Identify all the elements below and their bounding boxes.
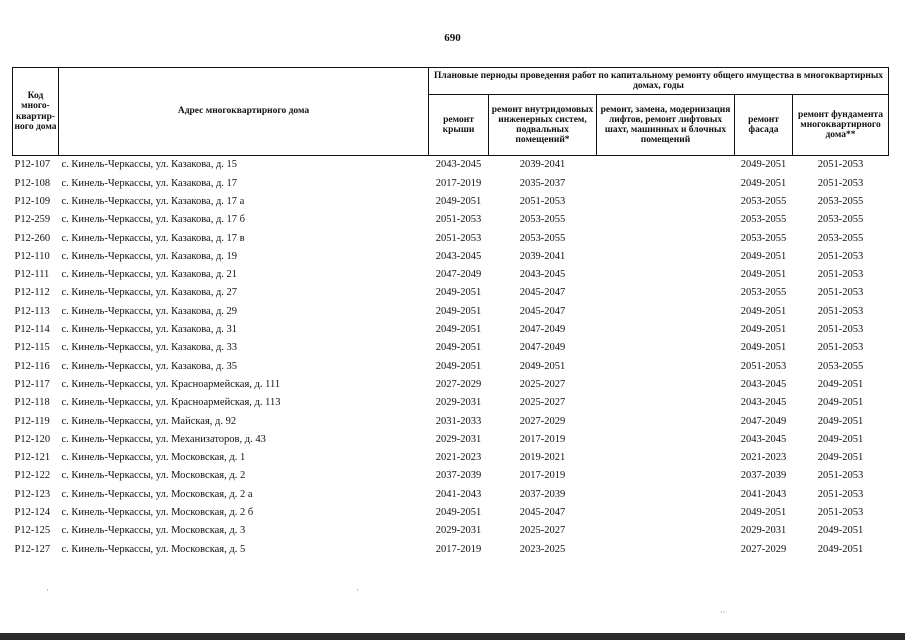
- cell-address: с. Кинель-Черкассы, ул. Казакова, д. 21: [61, 269, 238, 281]
- cell-address: с. Кинель-Черкассы, ул. Казакова, д. 17 б: [61, 214, 246, 226]
- table-row: [13, 412, 889, 430]
- cell-roof: 2047-2049: [435, 269, 482, 281]
- cell-code: P12-118: [14, 397, 50, 409]
- cell-roof: 2043-2045: [435, 159, 482, 171]
- cell-foundation: 2051-2053: [817, 287, 864, 299]
- cell-foundation: 2051-2053: [817, 159, 864, 171]
- cell-facade: 2049-2051: [740, 324, 787, 336]
- cell-facade: 2021-2023: [740, 452, 787, 464]
- cell-utilities: 2049-2051: [519, 360, 566, 372]
- cell-roof: 2049-2051: [435, 305, 482, 317]
- cell-code: P12-112: [14, 287, 50, 299]
- cell-foundation: 2049-2051: [817, 543, 864, 555]
- cell-roof: 2017-2019: [435, 177, 482, 189]
- cell-utilities: 2043-2045: [519, 269, 566, 281]
- table-row: [13, 485, 889, 503]
- cell-roof: 2049-2051: [435, 360, 482, 372]
- cell-utilities: 2019-2021: [519, 452, 566, 464]
- cell-elevators: [597, 467, 735, 485]
- cell-elevators: [597, 211, 735, 229]
- cell-facade: 2053-2055: [740, 195, 787, 207]
- cell-utilities: 2025-2027: [519, 397, 566, 409]
- cell-elevators: [597, 247, 735, 265]
- cell-elevators: [597, 522, 735, 540]
- cell-elevators: [597, 394, 735, 412]
- header-elevators: ремонт, замена, модернизация лифтов, ремонт лифтовых шахт, машинных и блочных помещений: [597, 95, 735, 156]
- cell-foundation: 2053-2055: [817, 195, 864, 207]
- cell-elevators: [597, 412, 735, 430]
- cell-address: с. Кинель-Черкассы, ул. Московская, д. 5: [61, 543, 246, 555]
- cell-utilities: 2039-2041: [519, 159, 566, 171]
- cell-code: P12-110: [14, 250, 50, 262]
- cell-code: P12-119: [14, 415, 50, 427]
- table-row: [13, 467, 889, 485]
- cell-code: P12-115: [14, 342, 50, 354]
- table-row: [13, 357, 889, 375]
- cell-facade: 2049-2051: [740, 159, 787, 171]
- table-row: [13, 449, 889, 467]
- table-header: [13, 68, 889, 156]
- cell-address: с. Кинель-Черкассы, ул. Майская, д. 92: [61, 415, 237, 427]
- cell-code: P12-107: [14, 159, 51, 171]
- cell-code: P12-116: [14, 360, 50, 372]
- header-foundation: ремонт фундамента многоквартирного дома**: [793, 95, 889, 156]
- cell-facade: 2053-2055: [740, 214, 787, 226]
- cell-code: P12-117: [14, 378, 50, 390]
- cell-facade: 2043-2045: [740, 378, 787, 390]
- cell-elevators: [597, 156, 735, 175]
- cell-facade: 2053-2055: [740, 232, 787, 244]
- header-facade: ремонт фасада: [735, 95, 793, 156]
- scan-speck: ·: [46, 586, 49, 595]
- cell-utilities: 2027-2029: [519, 415, 566, 427]
- cell-address: с. Кинель-Черкассы, ул. Казакова, д. 15: [61, 159, 238, 171]
- table-row: [13, 504, 889, 522]
- cell-facade: 2029-2031: [740, 525, 787, 537]
- cell-facade: 2049-2051: [740, 269, 787, 281]
- cell-foundation: 2049-2051: [817, 378, 864, 390]
- cell-code: P12-121: [14, 452, 51, 464]
- cell-elevators: [597, 266, 735, 284]
- cell-foundation: 2053-2055: [817, 360, 864, 372]
- table-row: [13, 174, 889, 192]
- cell-roof: 2049-2051: [435, 507, 482, 519]
- cell-foundation: 2051-2053: [817, 488, 864, 500]
- cell-utilities: 2037-2039: [519, 488, 566, 500]
- cell-utilities: 2047-2049: [519, 342, 566, 354]
- cell-utilities: 2025-2027: [519, 525, 566, 537]
- cell-roof: 2017-2019: [435, 543, 482, 555]
- cell-roof: 2041-2043: [435, 488, 482, 500]
- cell-address: с. Кинель-Черкассы, ул. Московская, д. 1: [61, 452, 246, 464]
- cell-elevators: [597, 339, 735, 357]
- table-row: [13, 284, 889, 302]
- cell-utilities: 2047-2049: [519, 324, 566, 336]
- cell-code: P12-125: [14, 525, 51, 537]
- cell-roof: 2049-2051: [435, 195, 482, 207]
- cell-elevators: [597, 430, 735, 448]
- cell-address: с. Кинель-Черкассы, ул. Московская, д. 3: [61, 525, 246, 537]
- cell-facade: 2049-2051: [740, 177, 787, 189]
- cell-address: с. Кинель-Черкассы, ул. Казакова, д. 31: [61, 324, 238, 336]
- cell-roof: 2021-2023: [435, 452, 482, 464]
- cell-utilities: 2025-2027: [519, 378, 566, 390]
- cell-utilities: 2017-2019: [519, 470, 566, 482]
- cell-foundation: 2049-2051: [817, 452, 864, 464]
- cell-code: P12-123: [14, 488, 51, 500]
- cell-facade: 2049-2051: [740, 250, 787, 262]
- cell-roof: 2049-2051: [435, 287, 482, 299]
- cell-elevators: [597, 193, 735, 211]
- cell-code: P12-113: [14, 305, 50, 317]
- cell-foundation: 2051-2053: [817, 305, 864, 317]
- cell-elevators: [597, 284, 735, 302]
- header-planned-periods: Плановые периоды проведения работ по капитальному ремонту общего имущества в многоквартирных домах, годы: [429, 68, 889, 95]
- cell-facade: 2051-2053: [740, 360, 787, 372]
- cell-address: с. Кинель-Черкассы, ул. Казакова, д. 19: [61, 250, 238, 262]
- page-number: 690: [444, 32, 461, 44]
- table-row: [13, 394, 889, 412]
- cell-utilities: 2045-2047: [519, 507, 566, 519]
- table-row: [13, 156, 889, 175]
- cell-foundation: 2051-2053: [817, 324, 864, 336]
- cell-facade: 2049-2051: [740, 305, 787, 317]
- cell-roof: 2051-2053: [435, 232, 482, 244]
- cell-elevators: [597, 321, 735, 339]
- table-row: [13, 229, 889, 247]
- cell-foundation: 2051-2053: [817, 250, 864, 262]
- cell-utilities: 2053-2055: [519, 214, 566, 226]
- cell-code: P12-122: [14, 470, 51, 482]
- cell-address: с. Кинель-Черкассы, ул. Красноармейская, д. 113: [61, 397, 281, 409]
- cell-elevators: [597, 504, 735, 522]
- cell-code: P12-111: [14, 269, 50, 281]
- table-body: [13, 156, 889, 559]
- cell-foundation: 2051-2053: [817, 177, 864, 189]
- cell-utilities: 2045-2047: [519, 287, 566, 299]
- table-row: [13, 266, 889, 284]
- cell-address: с. Кинель-Черкассы, ул. Московская, д. 2 б: [61, 507, 254, 519]
- cell-foundation: 2051-2053: [817, 507, 864, 519]
- cell-elevators: [597, 449, 735, 467]
- cell-foundation: 2049-2051: [817, 415, 864, 427]
- table-row: [13, 376, 889, 394]
- cell-facade: 2043-2045: [740, 433, 787, 445]
- cell-address: с. Кинель-Черкассы, ул. Казакова, д. 17 в: [61, 232, 245, 244]
- cell-address: с. Кинель-Черкассы, ул. Казакова, д. 29: [61, 305, 238, 317]
- cell-utilities: 2045-2047: [519, 305, 566, 317]
- cell-facade: 2047-2049: [740, 415, 787, 427]
- cell-utilities: 2051-2053: [519, 195, 566, 207]
- cell-code: P12-108: [14, 177, 51, 189]
- cell-foundation: 2049-2051: [817, 397, 864, 409]
- cell-code: P12-109: [14, 195, 51, 207]
- cell-elevators: [597, 302, 735, 320]
- cell-roof: 2027-2029: [435, 378, 482, 390]
- table-row: [13, 302, 889, 320]
- table-row: [13, 193, 889, 211]
- cell-roof: 2029-2031: [435, 397, 482, 409]
- cell-roof: 2037-2039: [435, 470, 482, 482]
- cell-elevators: [597, 357, 735, 375]
- table-row: [13, 247, 889, 265]
- cell-foundation: 2051-2053: [817, 470, 864, 482]
- cell-facade: 2027-2029: [740, 543, 787, 555]
- table-row: [13, 522, 889, 540]
- cell-address: с. Кинель-Черкассы, ул. Механизаторов, д. 43: [61, 433, 266, 445]
- cell-elevators: [597, 485, 735, 503]
- cell-roof: 2031-2033: [435, 415, 482, 427]
- cell-facade: 2037-2039: [740, 470, 787, 482]
- table-row: [13, 430, 889, 448]
- cell-facade: 2043-2045: [740, 397, 787, 409]
- cell-code: P12-260: [14, 232, 51, 244]
- cell-foundation: 2053-2055: [817, 214, 864, 226]
- header-address: Адрес многоквартирного дома: [59, 68, 429, 156]
- header-roof: ремонт крыши: [429, 95, 489, 156]
- cell-utilities: 2017-2019: [519, 433, 566, 445]
- cell-address: с. Кинель-Черкассы, ул. Казакова, д. 17: [61, 177, 238, 189]
- cell-utilities: 2039-2041: [519, 250, 566, 262]
- cell-address: с. Кинель-Черкассы, ул. Московская, д. 2 а: [61, 488, 253, 500]
- cell-facade: 2053-2055: [740, 287, 787, 299]
- cell-foundation: 2053-2055: [817, 232, 864, 244]
- table-row: [13, 540, 889, 558]
- header-utilities: ремонт внутридомовых инженерных систем, подвальных помещений*: [489, 95, 597, 156]
- cell-code: P12-259: [14, 214, 51, 226]
- cell-facade: 2041-2043: [740, 488, 787, 500]
- cell-roof: 2043-2045: [435, 250, 482, 262]
- table-row: [13, 339, 889, 357]
- table-row: [13, 321, 889, 339]
- cell-facade: 2049-2051: [740, 507, 787, 519]
- cell-address: с. Кинель-Черкассы, ул. Московская, д. 2: [61, 470, 246, 482]
- cell-utilities: 2053-2055: [519, 232, 566, 244]
- cell-address: с. Кинель-Черкассы, ул. Красноармейская, д. 111: [61, 378, 281, 390]
- cell-roof: 2029-2031: [435, 525, 482, 537]
- cell-facade: 2049-2051: [740, 342, 787, 354]
- cell-elevators: [597, 376, 735, 394]
- cell-address: с. Кинель-Черкассы, ул. Казакова, д. 33: [61, 342, 238, 354]
- cell-foundation: 2051-2053: [817, 342, 864, 354]
- cell-address: с. Кинель-Черкассы, ул. Казакова, д. 17 а: [61, 195, 245, 207]
- cell-address: с. Кинель-Черкассы, ул. Казакова, д. 35: [61, 360, 238, 372]
- cell-foundation: 2049-2051: [817, 433, 864, 445]
- cell-utilities: 2035-2037: [519, 177, 566, 189]
- cell-foundation: 2051-2053: [817, 269, 864, 281]
- cell-foundation: 2049-2051: [817, 525, 864, 537]
- cell-code: P12-114: [14, 324, 50, 336]
- cell-roof: 2049-2051: [435, 342, 482, 354]
- header-code: Код много-квартир-ного дома: [13, 68, 59, 156]
- cell-address: с. Кинель-Черкассы, ул. Казакова, д. 27: [61, 287, 238, 299]
- cell-code: P12-127: [14, 543, 51, 555]
- cell-elevators: [597, 174, 735, 192]
- cell-roof: 2051-2053: [435, 214, 482, 226]
- capital-repair-table: [12, 67, 889, 559]
- scan-speck: ·: [356, 586, 359, 595]
- cell-code: P12-120: [14, 433, 51, 445]
- cell-elevators: [597, 540, 735, 558]
- scan-speck: ··: [720, 608, 726, 617]
- cell-utilities: 2023-2025: [519, 543, 566, 555]
- scan-bottom-edge: [0, 633, 905, 640]
- table-row: [13, 211, 889, 229]
- cell-code: P12-124: [14, 507, 51, 519]
- cell-roof: 2049-2051: [435, 324, 482, 336]
- cell-elevators: [597, 229, 735, 247]
- cell-roof: 2029-2031: [435, 433, 482, 445]
